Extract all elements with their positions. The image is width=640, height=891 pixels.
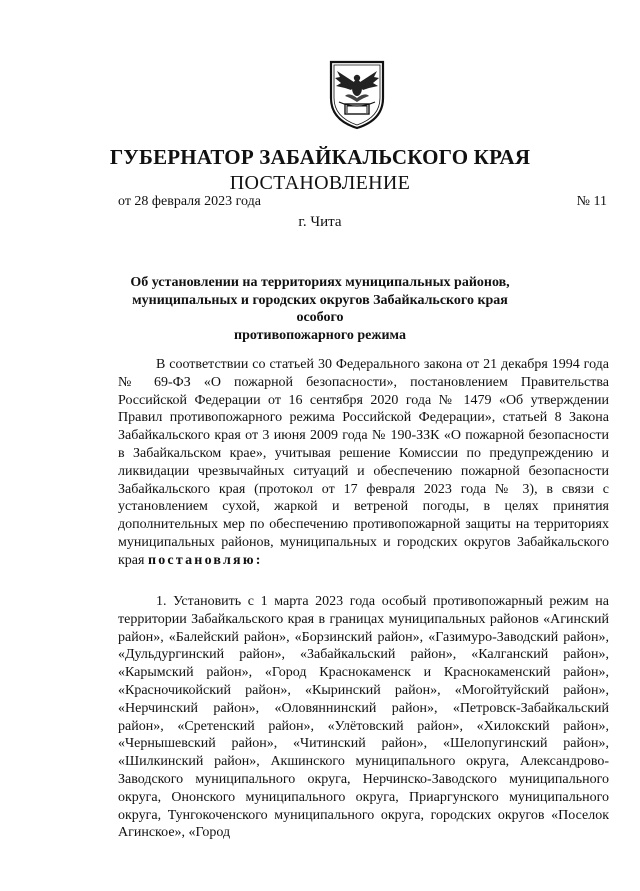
authority-title: ГУБЕРНАТОР ЗАБАЙКАЛЬСКОГО КРАЯ xyxy=(109,145,531,169)
document-number: № 11 xyxy=(576,194,607,209)
document-date: от 28 февраля 2023 года xyxy=(118,194,261,209)
document-heading xyxy=(110,274,530,344)
heading-line-3: противопожарного режима xyxy=(234,327,406,343)
coat-of-arms-icon xyxy=(325,58,389,130)
preamble-text: В соответствии со статьей 30 Федерального закона от 21 декабря 1994 года № 69-ФЗ «О пожарной безопасности», постановлением Правительства Российской Федерации от 16 сентября 2020 года № 1479 «Об утверждении Правил противопожарного режима Российской Федерации», статьей 8 Закона Забайкальского края от 3 июня 2009 года № 190-ЗЗК «О пожарной безопасности в Забайкальском крае», учитывая решение Комиссии по предупреждению и ликвидации чрезвычайных ситуаций и обеспечению пожарной безопасности Забайкальского края (протокол от 17 февраля 2023 года № 3), в связи с установлением сухой, жаркой и ветреной погоды, в целях принятия дополнительных мер по обеспечению противопожарной защиты на территориях муниципальных районов, муниципальных и городских округов Забайкальского края xyxy=(118,357,609,568)
clause-1-paragraph xyxy=(118,593,609,842)
heading-line-2: муниципальных и городских округов Забайкальского края особого xyxy=(132,292,508,325)
document-type: ПОСТАНОВЛЕНИЕ xyxy=(229,172,411,194)
resolve-word: постановляю: xyxy=(147,552,263,568)
document-city: г. Чита xyxy=(298,214,342,230)
heading-line-1: Об установлении на территориях муниципальных районов, xyxy=(130,275,510,290)
clause-1-text: 1. Установить с 1 марта 2023 года особый противопожарный режим на территории Забайкальского края в границах муниципальных районов «Агинский район», «Балейский район», «Борзинский район», «Газимуро-Заводский район», «Дульдургинский район», «Забайкальский район», «Калганский район», «Карымский район», «Город Краснокаменск и Краснокаменский район», «Красночикойский район», «Кыринский район», «Могойтуйский район», «Нерчинский район», «Оловяннинский район», «Петровск-Забайкальский район», «Сретенский район», «Улётовский район», «Хилокский район», «Чернышевский район», «Читинский район», «Шелопугинский район», «Шилкинский район», Акшинского муниципального округа, Александрово-Заводского муниципального округа, Нерчинско-Заводского муниципального округа, Ононского муниципального округа, Приаргунского муниципального округа, Тунгокоченского муниципального округа, городских округов «Поселок Агинское», «Город xyxy=(118,594,609,841)
preamble-paragraph xyxy=(118,356,609,570)
